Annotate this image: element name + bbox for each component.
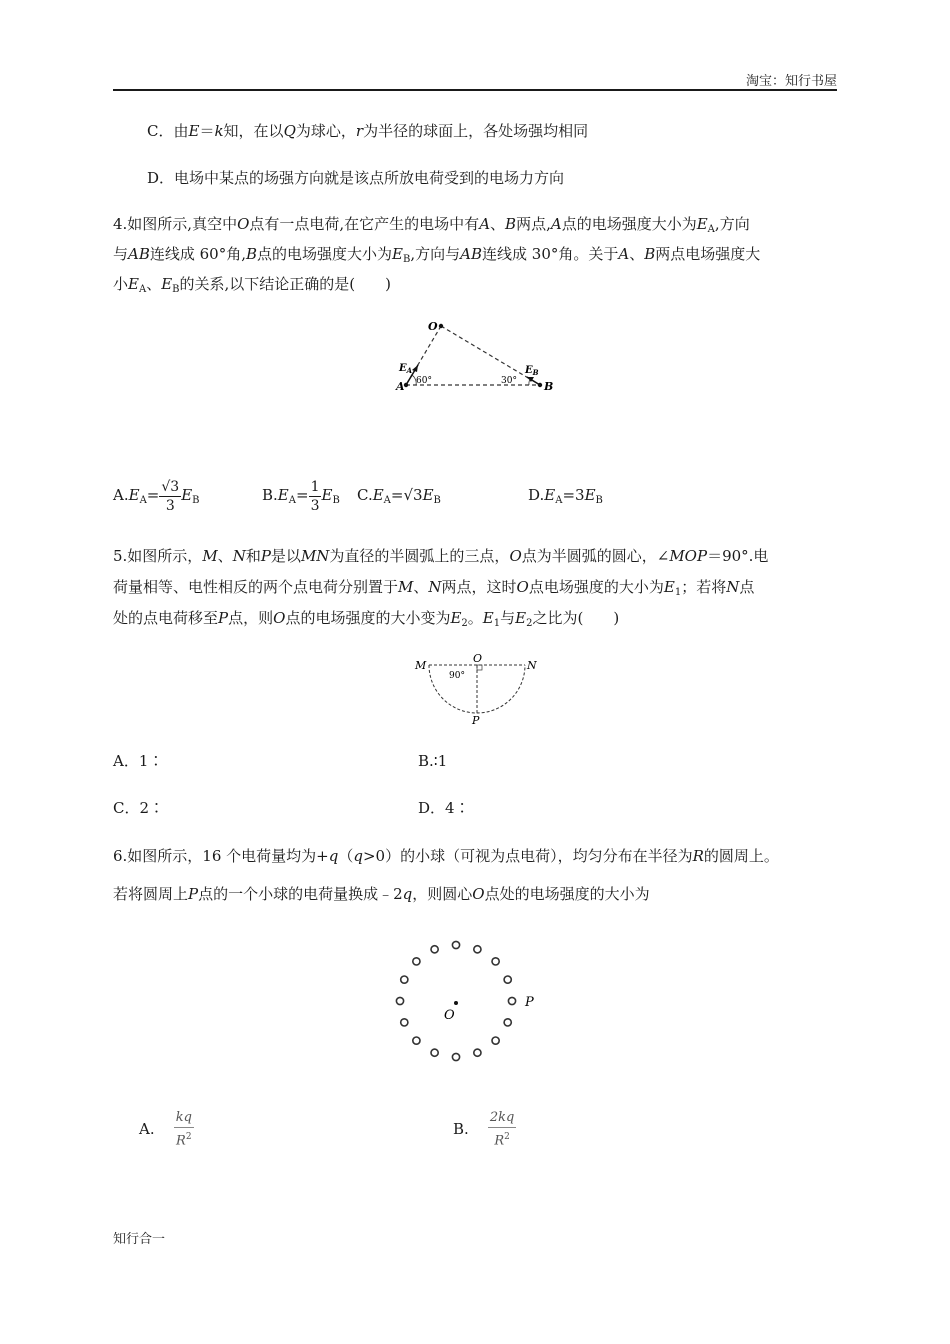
charge-ball (431, 946, 438, 953)
label-angle-60: 60° (416, 376, 432, 386)
line-ob (441, 326, 540, 385)
charge-ball (431, 1049, 438, 1056)
label-eb: $E_B$ (525, 365, 539, 377)
label-m: M (415, 659, 427, 672)
q3-option-c: C．由E＝k知，在以Q为球心，r为半径的球面上，各处场强均相同 (147, 122, 589, 140)
label-p: P (472, 714, 480, 727)
label-angle-90: 90° (449, 671, 465, 681)
charge-ball (413, 1037, 420, 1044)
label-o: O (428, 320, 438, 333)
q4-line-1: 4.如图所示,真空中O点有一点电荷,在它产生的电场中有A、B两点,A点的电场强度大小为$E_A$,方向 (113, 215, 750, 235)
header-rule (113, 89, 837, 91)
q5-line-2: 荷量相等、电性相反的两个点电荷分别置于M、N两点，这时O点电场强度的大小为$E_1$；若将N点 (113, 578, 755, 598)
q4-option-a: $A.E_A=$ $\frac{√3}{3}$ $E_B$ (113, 478, 200, 514)
charge-ball (452, 1053, 459, 1060)
q6-line-2: 若将圆周上P点的一个小球的电荷量换成﹣2q，则圆心O点处的电场强度的大小为 (113, 885, 650, 903)
label-o: O (473, 652, 483, 665)
q5-line-1: 5.如图所示，M、N和P是以MN为直径的半圆弧上的三点，O点为半圆弧的圆心，∠MOP＝90°.电 (113, 547, 769, 565)
q4-line-3: 小$E_A$、$E_B$的关系,以下结论正确的是( ) (113, 275, 392, 295)
q5-line-3: 处的点电荷移至P点，则O点的电场强度的大小变为$E_2$。$E_1$与$E_2$之比为( ) (113, 609, 620, 629)
center-o (454, 1001, 458, 1005)
q4-triangle-figure (390, 315, 560, 395)
q5-semicircle-figure (412, 650, 542, 728)
q3-option-d: D．电场中某点的场强方向就是该点所放电荷受到的电场力方向 (147, 169, 565, 187)
footer-text: 知行合一 (113, 1232, 166, 1247)
q5-option-c: C．2∶ (113, 799, 165, 817)
q4-option-d: $D.E_A=3E_B$ (528, 486, 603, 506)
q4-line-2: 与AB连线成 60°角,B点的电场强度大小为$E_B$,方向与AB连线成 30°角。关于A、B两点电场强度大 (113, 245, 761, 265)
q5-option-a: A．1∶ (113, 752, 164, 770)
label-n: N (527, 659, 537, 672)
label-o: O (444, 1008, 455, 1023)
label-ea: $E_A$ (399, 363, 413, 375)
charge-ball (492, 958, 499, 965)
charge-ball (492, 1037, 499, 1044)
label-p: P (525, 995, 534, 1010)
charge-ball (396, 997, 403, 1004)
charge-ball (474, 1049, 481, 1056)
charge-ball (413, 958, 420, 965)
charge-ball (401, 1019, 408, 1026)
charge-ball (508, 997, 515, 1004)
charge-ball (401, 976, 408, 983)
q5-option-d: D．4∶ (418, 799, 470, 817)
q6-ring-figure (380, 935, 550, 1070)
label-angle-30: 30° (501, 376, 517, 386)
label-b: B (544, 380, 554, 393)
header-source: 淘宝：知行书屋 (745, 74, 837, 89)
charge-ball (474, 946, 481, 953)
q6-option-b: B. $\frac{2kq}{R^2}$ (453, 1110, 515, 1149)
label-a: A (396, 380, 405, 393)
q4-option-b: $B.E_A=$ $\frac{1}{3}$ $E_B$ (262, 478, 340, 514)
point-o (439, 324, 443, 328)
charge-ball (504, 1019, 511, 1026)
q6-line-1: 6.如图所示，16 个电荷量均为+q（q>0）的小球（可视为点电荷），均匀分布在半径为R的圆周上。 (113, 847, 779, 865)
q4-option-c: $C.E_A=√3E_B$ (357, 486, 441, 506)
charge-ball (504, 976, 511, 983)
q5-option-b: B.∶1 (418, 752, 448, 770)
point-b (538, 383, 542, 387)
q6-option-a: A. $\frac{kq}{R^2}$ (139, 1110, 192, 1149)
charge-ball (452, 941, 459, 948)
